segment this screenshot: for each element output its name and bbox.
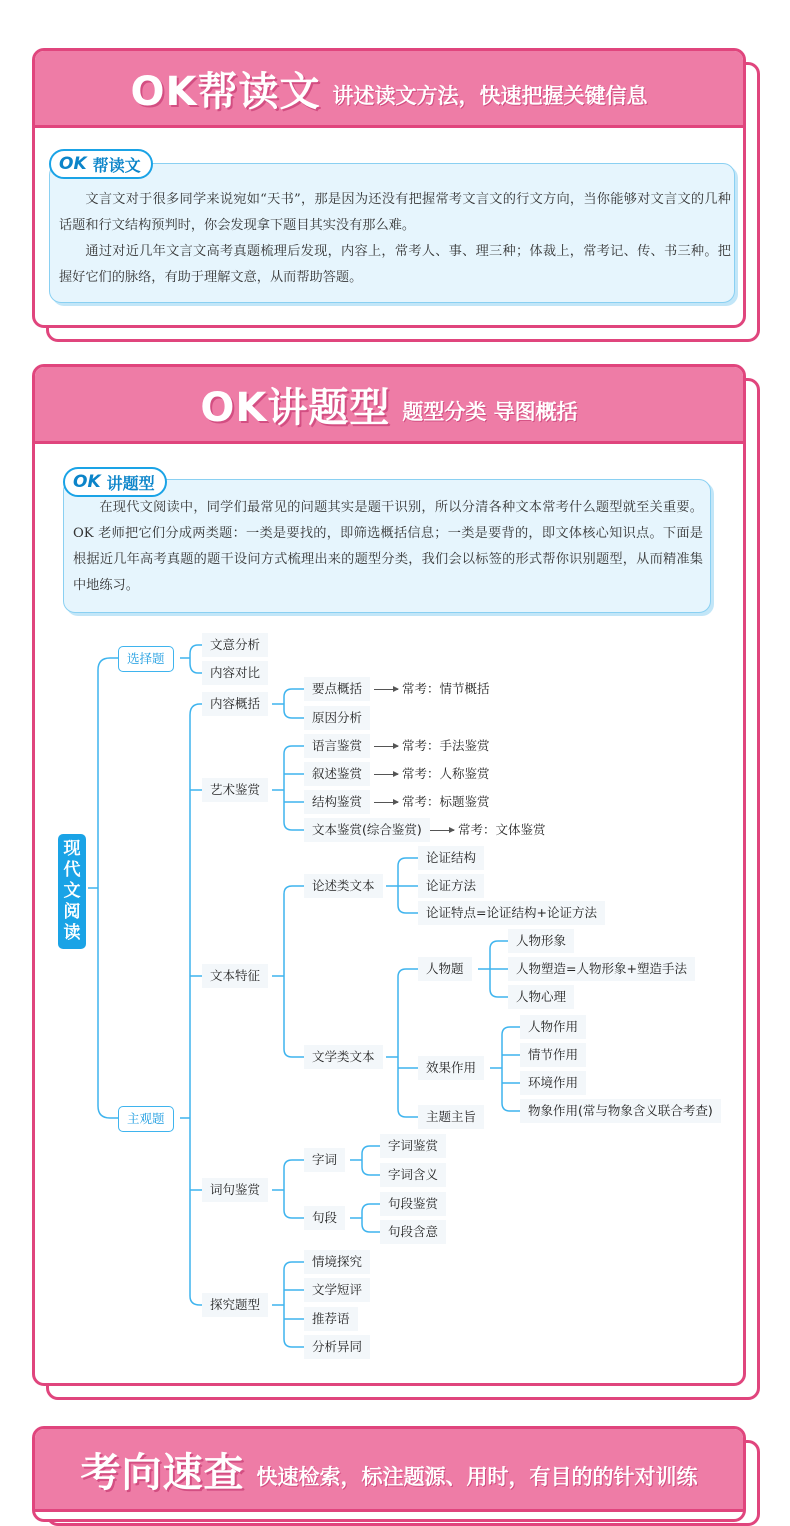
node-yuyan: 语言鉴赏 <box>304 734 370 758</box>
node-fenxi: 分析异同 <box>304 1335 370 1359</box>
section1-paragraph-1: 文言文对于很多同学来说宛如“天书”，那是因为还没有把握常考文言文的行文方向，当你能够对文言文的几种话题和行文结构预判时，你会发现拿下题目其实没有那么难。 <box>59 192 731 233</box>
node-renwu-xingxiang: 人物形象 <box>508 929 574 953</box>
node-zici-hanyi: 字词含义 <box>380 1163 446 1187</box>
section2-title: OK讲题型 <box>200 384 391 431</box>
section1-card <box>32 48 746 328</box>
node-renwu-xinli: 人物心理 <box>508 985 574 1009</box>
section2-tag-label: 讲题型 <box>106 473 155 493</box>
section2-subtitle: 题型分类 导图概括 <box>402 400 578 424</box>
node-xushu: 叙述鉴赏 <box>304 762 370 786</box>
node-juduan-hanyi: 句段含意 <box>380 1220 446 1244</box>
node-lunshu: 论述类文本 <box>304 874 383 898</box>
node-wenyi: 文意分析 <box>202 633 268 657</box>
node-renwu: 人物题 <box>418 957 472 981</box>
node-xiaoguo: 效果作用 <box>418 1056 484 1080</box>
node-wuxiang-zuoyong: 物象作用(常与物象含义联合考查) <box>520 1099 721 1123</box>
node-tuijian: 推荐语 <box>304 1307 358 1331</box>
section2-card <box>32 364 746 1386</box>
section2-paragraph: 在现代文阅读中，同学们最常见的问题其实是题干识别，所以分清各种文本常考什么题型就至关重要。OK 老师把它们分成两类题：一类是要找的，即筛选概括信息；一类是要背的，即文体核心知识点。下面是根据近几年高考真题的题干设问方式梳理出来的题型分类，我们会以标签的形式帮你识别题型，从而精准集中地练习。 <box>73 500 703 593</box>
section1-title: OK帮读文 <box>130 68 321 115</box>
label-wenben-arrow: 常考：文体鉴赏 <box>458 822 546 837</box>
section3-card <box>32 1426 746 1522</box>
section1-header <box>35 51 743 128</box>
section2-header <box>35 367 743 444</box>
node-renwu-zuoyong: 人物作用 <box>520 1015 586 1039</box>
node-yishu: 艺术鉴赏 <box>202 778 268 802</box>
node-qingjie-zuoyong: 情节作用 <box>520 1043 586 1067</box>
node-lunzheng-tedian: 论证特点=论证结构+论证方法 <box>418 901 605 925</box>
node-yaodian: 要点概括 <box>304 677 370 701</box>
node-qingjing: 情境探究 <box>304 1250 370 1274</box>
section1-subtitle: 讲述读文方法，快速把握关键信息 <box>332 84 648 108</box>
node-wenxue: 文学类文本 <box>304 1045 383 1069</box>
node-zhuti: 主题主旨 <box>418 1105 484 1129</box>
node-wenxue-duanping: 文学短评 <box>304 1278 370 1302</box>
label-yaodian-arrow: 常考：情节概括 <box>402 681 490 696</box>
section1-paragraph-2: 通过对近几年文言文高考真题梳理后发现，内容上，常考人、事、理三种；体裁上，常考记、传、书三种。把握好它们的脉络，有助于理解文意，从而帮助答题。 <box>59 244 731 285</box>
node-juduan-jianshang: 句段鉴赏 <box>380 1192 446 1216</box>
node-ciju: 词句鉴赏 <box>202 1178 268 1202</box>
node-yuanyin: 原因分析 <box>304 706 370 730</box>
section1-tag-label: 帮读文 <box>92 155 141 175</box>
node-lunzheng-fangfa: 论证方法 <box>418 874 484 898</box>
node-wenben-jianshang: 文本鉴赏(综合鉴赏) <box>304 818 430 842</box>
node-lunzheng-jiegou: 论证结构 <box>418 846 484 870</box>
section3-subtitle: 快速检索，标注题源、用时，有目的的针对训练 <box>256 1465 698 1489</box>
section2-note-text <box>73 495 703 599</box>
mindmap-root: 现代文阅读 <box>58 834 86 949</box>
node-jiegou: 结构鉴赏 <box>304 790 370 814</box>
label-jiegou-arrow: 常考：标题鉴赏 <box>402 794 490 809</box>
node-zici: 字词 <box>304 1148 345 1172</box>
label-xushu-arrow: 常考：人称鉴赏 <box>402 766 490 781</box>
node-neirong-gaikuo: 内容概括 <box>202 692 268 716</box>
node-neirong-duibi: 内容对比 <box>202 661 268 685</box>
node-juduan: 句段 <box>304 1206 345 1230</box>
node-zici-jianshang: 字词鉴赏 <box>380 1134 446 1158</box>
ok-logo-icon: OK <box>73 472 101 492</box>
ok-logo-icon: OK <box>59 154 87 174</box>
node-xuanze: 选择题 <box>118 646 174 672</box>
section3-title: 考向速查 <box>80 1449 245 1496</box>
section1-note-tag <box>49 149 153 179</box>
section2-note-tag <box>63 467 167 497</box>
section1-note-text <box>59 187 731 291</box>
node-wenben-tezheng: 文本特征 <box>202 964 268 988</box>
node-zhuguan: 主观题 <box>118 1106 174 1132</box>
label-yuyan-arrow: 常考：手法鉴赏 <box>402 738 490 753</box>
node-huanjing-zuoyong: 环境作用 <box>520 1071 586 1095</box>
node-renwu-suzao: 人物塑造=人物形象+塑造手法 <box>508 957 695 981</box>
node-tanjiu: 探究题型 <box>202 1293 268 1317</box>
